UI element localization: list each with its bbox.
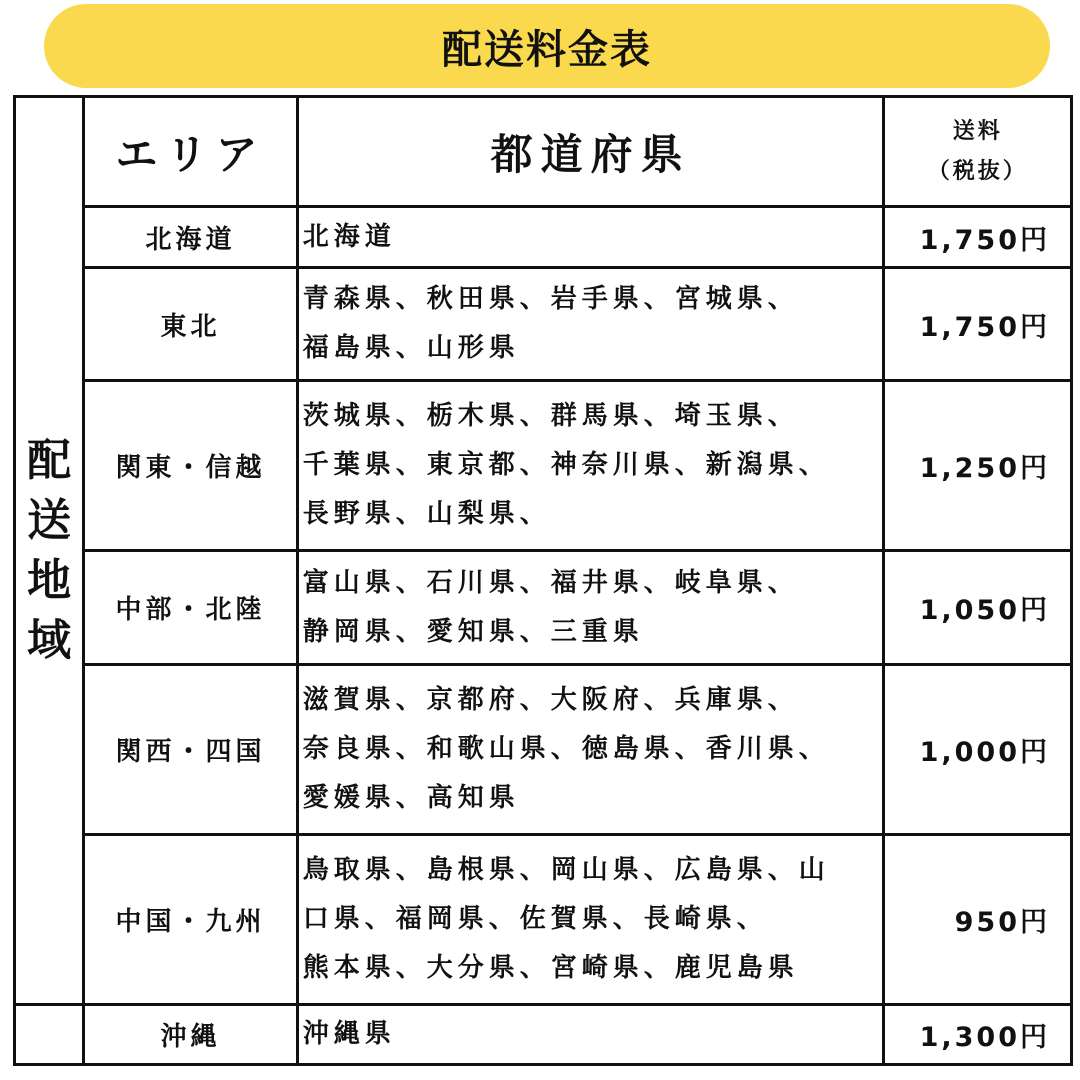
delivery-region-label — [15, 97, 84, 1005]
header-fee — [884, 97, 1072, 207]
prefecture-list — [297, 268, 884, 381]
shipping-fee: 1,050円 — [884, 551, 1072, 665]
prefecture-line: 北海道 — [302, 221, 396, 252]
area-name: 中国・九州 — [84, 835, 298, 1005]
table-row — [15, 268, 1072, 381]
table-row — [15, 381, 1072, 551]
table-header-row — [15, 97, 1072, 207]
header-fee-line2: （税抜） — [927, 158, 1028, 184]
prefecture-list — [297, 1005, 884, 1065]
side-label-char: 域 — [27, 614, 72, 666]
area-name: 中部・北陸 — [84, 551, 298, 665]
header-fee-line1: 送料 — [952, 118, 1003, 144]
area-name: 北海道 — [84, 207, 298, 268]
shipping-fee: 1,750円 — [884, 268, 1072, 381]
prefecture-line: 滋賀県、京都府、大阪府、兵庫県、 — [302, 685, 799, 715]
prefecture-line: 静岡県、愛知県、三重県 — [302, 616, 644, 647]
prefecture-line: 鳥取県、島根県、岡山県、広島県、山 — [302, 855, 830, 885]
prefecture-line: 千葉県、東京都、神奈川県、新潟県、 — [302, 450, 830, 480]
prefecture-list — [297, 835, 884, 1005]
area-name: 沖縄 — [84, 1005, 298, 1065]
shipping-rate-table — [13, 95, 1073, 1066]
prefecture-line: 富山県、石川県、福井県、岐阜県、 — [302, 567, 799, 598]
table-row — [15, 1005, 1072, 1065]
prefecture-list — [297, 381, 884, 551]
shipping-fee: 1,250円 — [884, 381, 1072, 551]
header-prefecture: 都道府県 — [297, 97, 884, 207]
header-area: エリア — [84, 97, 298, 207]
prefecture-list — [297, 207, 884, 268]
side-label-char: 地 — [27, 554, 72, 606]
prefecture-line: 青森県、秋田県、岩手県、宮城県、 — [302, 284, 799, 314]
prefecture-line: 愛媛県、高知県 — [302, 783, 520, 813]
table-row — [15, 835, 1072, 1005]
area-name: 関西・四国 — [84, 665, 298, 835]
prefecture-line: 口県、福岡県、佐賀県、長崎県、 — [302, 904, 768, 934]
prefecture-line: 奈良県、和歌山県、徳島県、香川県、 — [302, 734, 830, 764]
side-label-char: 送 — [27, 494, 72, 546]
prefecture-line: 茨城県、栃木県、群馬県、埼玉県、 — [302, 401, 799, 431]
prefecture-line: 長野県、山梨県、 — [302, 499, 551, 529]
title-banner — [44, 4, 1050, 88]
shipping-fee: 950円 — [884, 835, 1072, 1005]
prefecture-list — [297, 551, 884, 665]
page-title: 配送料金表 — [442, 26, 652, 73]
prefecture-line: 福島県、山形県 — [302, 333, 520, 363]
area-name: 関東・信越 — [84, 381, 298, 551]
shipping-fee: 1,750円 — [884, 207, 1072, 268]
prefecture-line: 沖縄県 — [302, 1019, 396, 1049]
blank-side-cell — [15, 1005, 84, 1065]
side-label-char: 配 — [27, 434, 72, 486]
shipping-fee: 1,000円 — [884, 665, 1072, 835]
prefecture-line: 熊本県、大分県、宮崎県、鹿児島県 — [302, 953, 799, 983]
prefecture-list — [297, 665, 884, 835]
table-row — [15, 207, 1072, 268]
shipping-fee: 1,300円 — [884, 1005, 1072, 1065]
area-name: 東北 — [84, 268, 298, 381]
table-row — [15, 551, 1072, 665]
table-row — [15, 665, 1072, 835]
